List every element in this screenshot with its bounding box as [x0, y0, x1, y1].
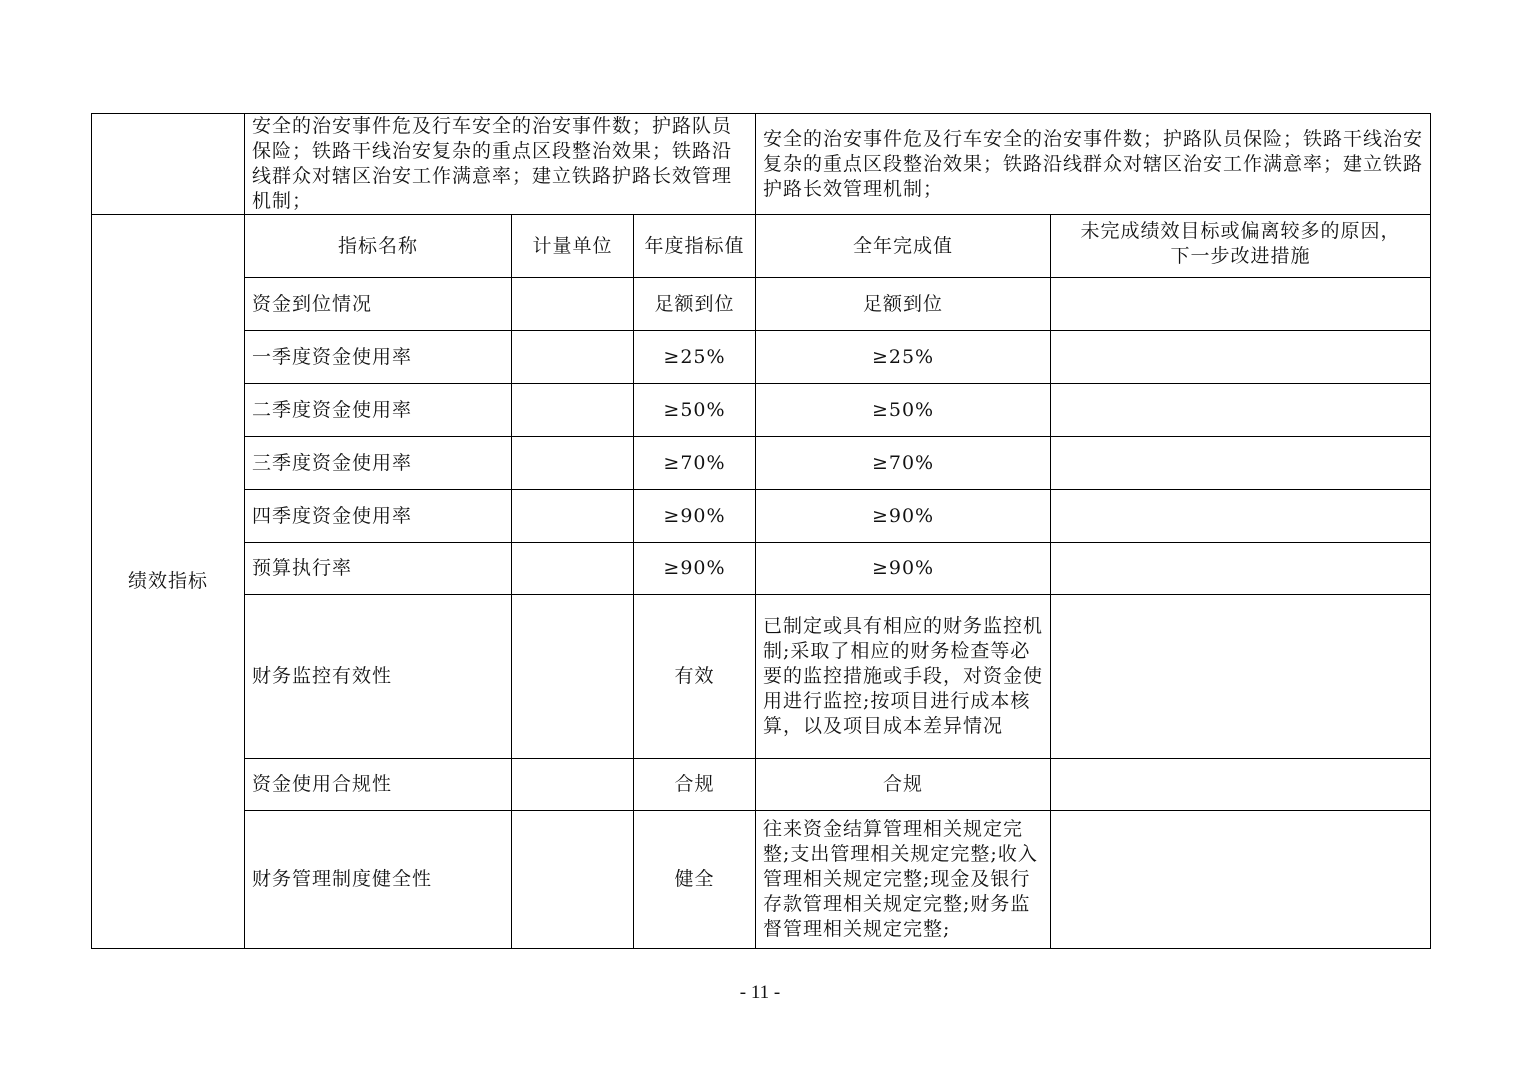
- header-reason: [1051, 215, 1431, 278]
- row-target: 足额到位: [634, 278, 756, 331]
- row-unit: [512, 490, 634, 543]
- page-number: - 11 -: [739, 982, 781, 1003]
- table-header-row: [92, 215, 1431, 278]
- row-indicator-name: 四季度资金使用率: [245, 490, 512, 543]
- header-reason-line1: 未完成绩效目标或偏离较多的原因，: [1080, 220, 1401, 242]
- row-unit: [512, 543, 634, 595]
- row-actual: 已制定或具有相应的财务监控机制;采取了相应的财务检查等必要的监控措施或手段，对资金使用进行监控;按项目进行成本核算，以及项目成本差异情况: [756, 595, 1051, 759]
- row-indicator-name: 资金到位情况: [245, 278, 512, 331]
- row-target: ≥90%: [634, 543, 756, 595]
- intro-text-left: 安全的治安事件危及行车安全的治安事件数；护路队员保险；铁路干线治安复杂的重点区段整治效果；铁路沿线群众对辖区治安工作满意率；建立铁路护路长效管理机制；: [245, 114, 756, 215]
- row-target: ≥25%: [634, 331, 756, 384]
- row-actual: ≥25%: [756, 331, 1051, 384]
- intro-empty-cell: [92, 114, 245, 215]
- row-reason: [1051, 543, 1431, 595]
- section-label: 绩效指标: [92, 215, 245, 949]
- table-row: [92, 595, 1431, 759]
- table-row: [92, 543, 1431, 595]
- row-actual: ≥90%: [756, 543, 1051, 595]
- intro-row: [92, 114, 1431, 215]
- row-target: ≥90%: [634, 490, 756, 543]
- row-unit: [512, 278, 634, 331]
- table-row: [92, 490, 1431, 543]
- header-annual-target: 年度指标值: [634, 215, 756, 278]
- row-actual: 合规: [756, 759, 1051, 811]
- row-unit: [512, 595, 634, 759]
- row-actual: ≥50%: [756, 384, 1051, 437]
- header-indicator-name: 指标名称: [245, 215, 512, 278]
- row-reason: [1051, 759, 1431, 811]
- row-indicator-name: 预算执行率: [245, 543, 512, 595]
- table-row: [92, 384, 1431, 437]
- row-indicator-name: 资金使用合规性: [245, 759, 512, 811]
- row-unit: [512, 437, 634, 490]
- row-indicator-name: 财务管理制度健全性: [245, 811, 512, 949]
- row-reason: [1051, 437, 1431, 490]
- table-row: [92, 278, 1431, 331]
- row-reason: [1051, 595, 1431, 759]
- row-target: 健全: [634, 811, 756, 949]
- performance-table: [91, 113, 1431, 949]
- table-row: [92, 331, 1431, 384]
- row-target: ≥50%: [634, 384, 756, 437]
- intro-text-right: 安全的治安事件危及行车安全的治安事件数；护路队员保险；铁路干线治安复杂的重点区段整治效果；铁路沿线群众对辖区治安工作满意率；建立铁路护路长效管理机制；: [756, 114, 1431, 215]
- table-row: [92, 759, 1431, 811]
- table-row: [92, 811, 1431, 949]
- row-unit: [512, 759, 634, 811]
- row-actual: 足额到位: [756, 278, 1051, 331]
- row-target: ≥70%: [634, 437, 756, 490]
- row-actual: 往来资金结算管理相关规定完整;支出管理相关规定完整;收入管理相关规定完整;现金及银行存款管理相关规定完整;财务监督管理相关规定完整;: [756, 811, 1051, 949]
- header-unit: 计量单位: [512, 215, 634, 278]
- row-actual: ≥70%: [756, 437, 1051, 490]
- table-row: [92, 437, 1431, 490]
- row-target: 有效: [634, 595, 756, 759]
- row-indicator-name: 二季度资金使用率: [245, 384, 512, 437]
- row-indicator-name: 财务监控有效性: [245, 595, 512, 759]
- row-reason: [1051, 331, 1431, 384]
- row-reason: [1051, 384, 1431, 437]
- header-reason-line2: 下一步改进措施: [1170, 245, 1311, 267]
- row-unit: [512, 811, 634, 949]
- row-unit: [512, 331, 634, 384]
- row-indicator-name: 一季度资金使用率: [245, 331, 512, 384]
- row-unit: [512, 384, 634, 437]
- row-indicator-name: 三季度资金使用率: [245, 437, 512, 490]
- row-reason: [1051, 278, 1431, 331]
- row-target: 合规: [634, 759, 756, 811]
- header-annual-actual: 全年完成值: [756, 215, 1051, 278]
- row-reason: [1051, 490, 1431, 543]
- row-actual: ≥90%: [756, 490, 1051, 543]
- row-reason: [1051, 811, 1431, 949]
